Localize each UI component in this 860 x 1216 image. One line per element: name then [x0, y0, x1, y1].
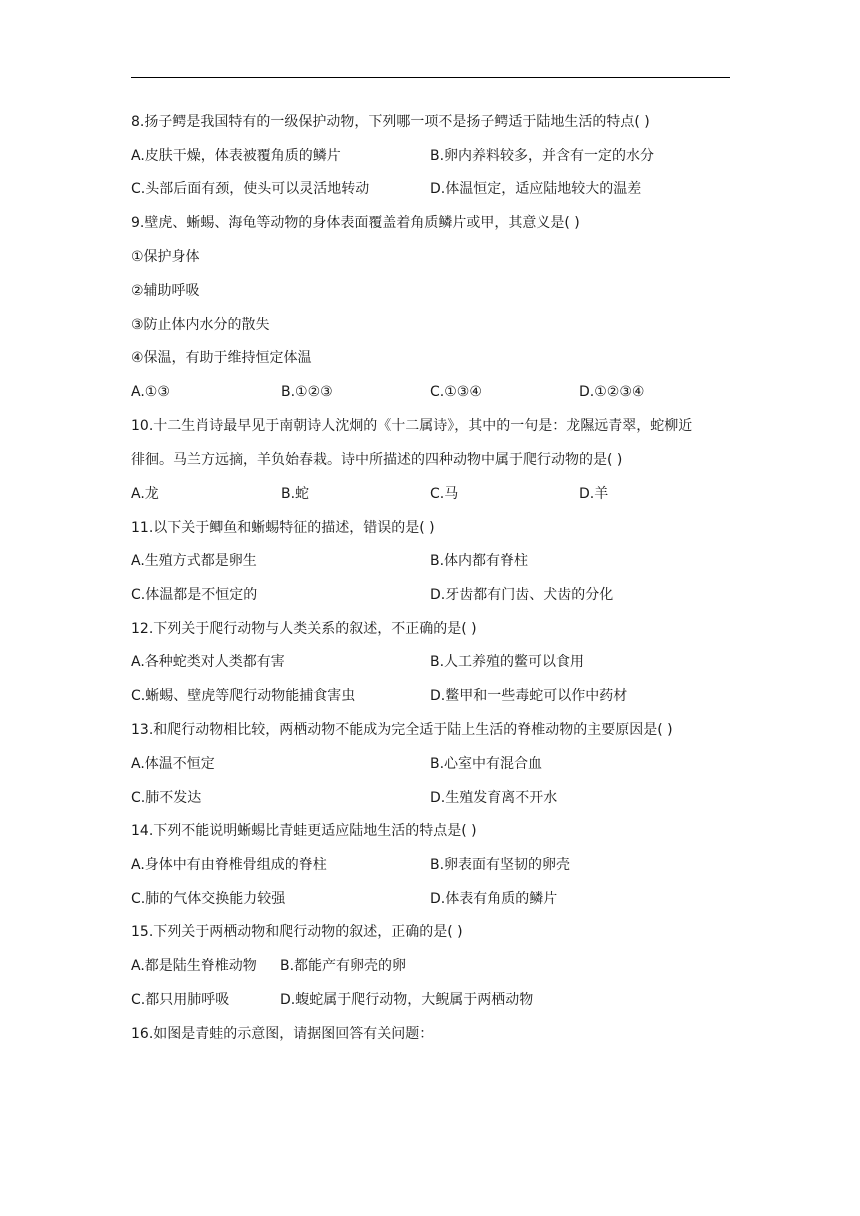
question-8-option-b: B.卵内养料较多，并含有一定的水分 — [430, 148, 655, 164]
question-10-option-d: D.羊 — [579, 486, 609, 502]
question-15-option-a: A.都是陆生脊椎动物 — [131, 958, 257, 974]
question-11-stem: 11.以下关于鲫鱼和蜥蜴特征的描述，错误的是( ) — [131, 520, 435, 536]
question-15-stem: 15.下列关于两栖动物和爬行动物的叙述，正确的是( ) — [131, 924, 463, 940]
question-12-option-c: C.蜥蜴、壁虎等爬行动物能捕食害虫 — [131, 688, 356, 704]
question-9-option-d: D.①②③④ — [579, 384, 645, 400]
question-11-option-c: C.体温都是不恒定的 — [131, 587, 258, 603]
question-11-option-a: A.生殖方式都是卵生 — [131, 553, 257, 569]
question-14-option-c: C.肺的气体交换能力较强 — [131, 891, 286, 907]
question-12-option-a: A.各种蛇类对人类都有害 — [131, 654, 285, 670]
question-14-option-a: A.身体中有由脊椎骨组成的脊柱 — [131, 857, 327, 873]
question-9-option-a: A.①③ — [131, 384, 170, 400]
question-10-option-b: B.蛇 — [281, 486, 310, 502]
question-11-option-b: B.体内都有脊柱 — [430, 553, 529, 569]
question-9-stem: 9.壁虎、蜥蜴、海龟等动物的身体表面覆盖着角质鳞片或甲，其意义是( ) — [131, 215, 580, 231]
question-8-option-d: D.体温恒定，适应陆地较大的温差 — [430, 181, 642, 197]
question-9-option-b: B.①②③ — [281, 384, 333, 400]
question-9-item-3: ③防止体内水分的散失 — [131, 317, 270, 333]
question-9-item-2: ②辅助呼吸 — [131, 283, 200, 299]
question-14-option-d: D.体表有角质的鳞片 — [430, 891, 558, 907]
question-13-stem: 13.和爬行动物相比较，两栖动物不能成为完全适于陆上生活的脊椎动物的主要原因是( ) — [131, 722, 673, 738]
question-13-option-c: C.肺不发达 — [131, 790, 202, 806]
question-8-option-a: A.皮肤干燥，体表被覆角质的鳞片 — [131, 148, 341, 164]
question-14-stem: 14.下列不能说明蜥蜴比青蛙更适应陆地生活的特点是( ) — [131, 823, 477, 839]
question-10-stem-line-2: 徘徊。马兰方远摘，羊负始春栽。诗中所描述的四种动物中属于爬行动物的是( ) — [131, 452, 623, 468]
question-14-option-b: B.卵表面有坚韧的卵壳 — [430, 857, 571, 873]
question-10-option-c: C.马 — [430, 486, 459, 502]
question-12-stem: 12.下列关于爬行动物与人类关系的叙述，不正确的是( ) — [131, 621, 477, 637]
question-9-item-4: ④保温，有助于维持恒定体温 — [131, 350, 312, 366]
question-12-option-b: B.人工养殖的鳖可以食用 — [430, 654, 585, 670]
question-12-option-d: D.鳖甲和一些毒蛇可以作中药材 — [430, 688, 628, 704]
question-13-option-b: B.心室中有混合血 — [430, 756, 543, 772]
question-15-option-d: D.蝮蛇属于爬行动物，大鲵属于两栖动物 — [280, 992, 534, 1008]
question-13-option-d: D.生殖发育离不开水 — [430, 790, 558, 806]
question-8-option-c: C.头部后面有颈，使头可以灵活地转动 — [131, 181, 370, 197]
question-11-option-d: D.牙齿都有门齿、犬齿的分化 — [430, 587, 614, 603]
question-8-stem: 8.扬子鳄是我国特有的一级保护动物，下列哪一项不是扬子鳄适于陆地生活的特点( ) — [131, 114, 650, 130]
question-10-stem-line-1: 10.十二生肖诗最早见于南朝诗人沈炯的《十二属诗》，其中的一句是：龙隰远青翠，蛇柳近 — [131, 418, 693, 434]
question-9-item-1: ①保护身体 — [131, 249, 200, 265]
question-15-option-b: B.都能产有卵壳的卵 — [280, 958, 407, 974]
question-15-option-c: C.都只用肺呼吸 — [131, 992, 230, 1008]
question-10-option-a: A.龙 — [131, 486, 159, 502]
question-9-option-c: C.①③④ — [430, 384, 482, 400]
question-13-option-a: A.体温不恒定 — [131, 756, 215, 772]
question-16-stem: 16.如图是青蛙的示意图，请据图回答有关问题： — [131, 1026, 434, 1042]
header-rule — [131, 77, 730, 78]
